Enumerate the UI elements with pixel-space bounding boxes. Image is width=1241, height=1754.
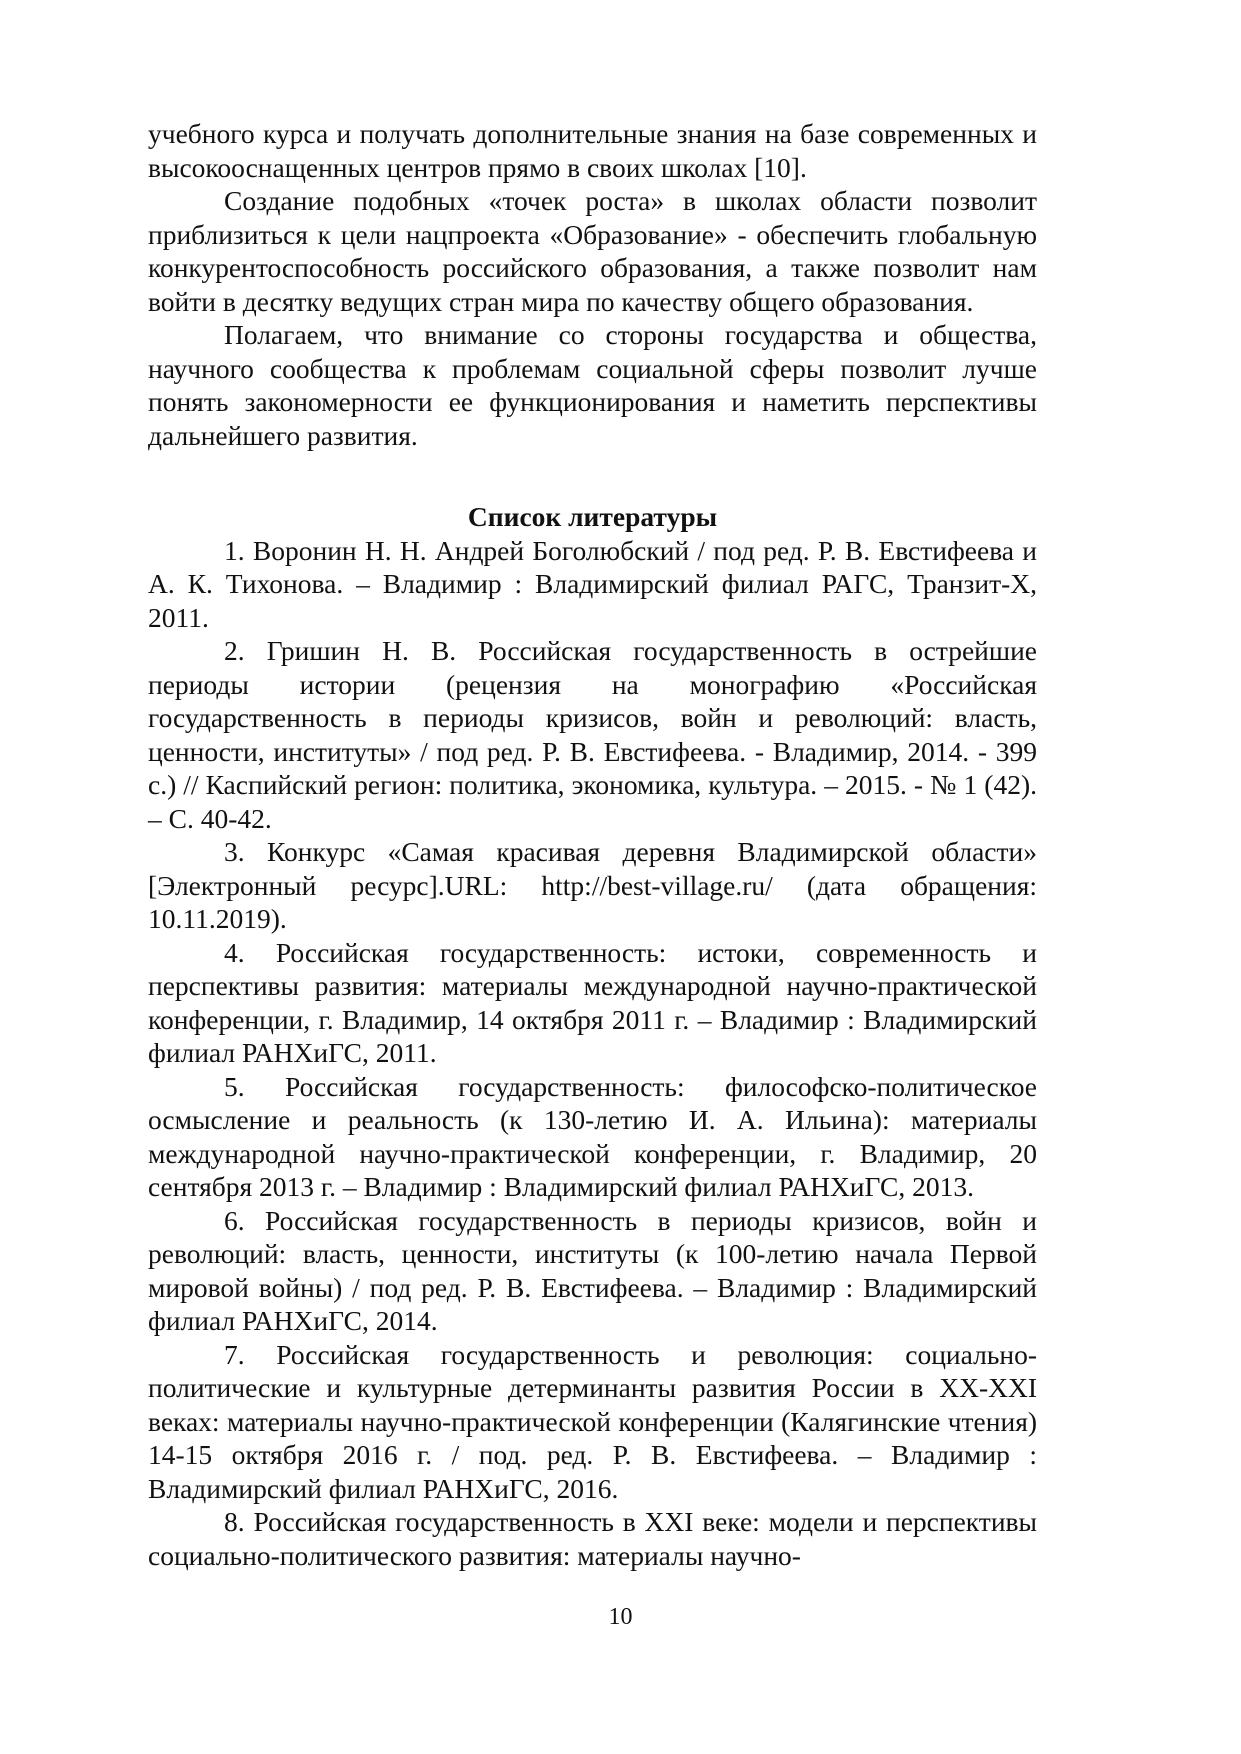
reference-item: 4. Российская государственность: истоки, современность и перспективы развития: материалы международной научно-практической конференции, г. Владимир, 14 октября 2011 г. – Владимир : Владимирский филиал РАНХиГС, 2011. xyxy=(148,936,1037,1068)
reference-item: 2. Гришин Н. В. Российская государственность в острейшие периоды истории (рецензия на монографию «Российская государственность в периоды кризисов, войн и революций: власть, ценности, институты» / под ред. Р. В. Евстифеева. - Владимир, 2014. - 399 с.) // Каспийский регион: политика, экономика, культура. – 2015. - № 1 (42). – С. 40-42. xyxy=(148,635,1037,834)
page-number: 10 xyxy=(608,1604,633,1630)
page-content xyxy=(148,117,1037,1572)
reference-item: 3. Конкурс «Самая красивая деревня Владимирской области» [Электронный ресурс].URL: http://best-village.ru/ (дата обращения: 10.11.2019). xyxy=(148,836,1037,934)
reference-item: 6. Российская государственность в периоды кризисов, войн и революций: власть, ценности, институты (к 100-летию начала Первой мировой войны) / под ред. Р. В. Евстифеева. – Владимир : Владимирский филиал РАНХиГС, 2014. xyxy=(148,1204,1037,1336)
body-paragraph: Создание подобных «точек роста» в школах области позволит приблизиться к цели нацпроекта «Образование» - обеспечить глобальную конкурентоспособность российского образования, а также позволит нам войти в десятку ведущих стран мира по качеству общего образования. xyxy=(148,185,1037,317)
body-paragraph: Полагаем, что внимание со стороны государства и общества, научного сообщества к проблемам социальной сферы позволит лучше понять закономерности ее функционирования и наметить перспективы дальнейшего развития. xyxy=(148,319,1037,451)
references-list xyxy=(148,534,1037,1573)
reference-item: 1. Воронин Н. Н. Андрей Боголюбский / под ред. Р. В. Евстифеева и А. К. Тихонова. – Владимир : Владимирский филиал РАГС, Транзит-Х, 2011. xyxy=(148,534,1037,633)
reference-item: 5. Российская государственность: философско-политическое осмысление и реальность (к 130-летию И. А. Ильина): материалы международной научно-практической конференции, г. Владимир, 20 сентября 2013 г. – Владимир : Владимирский филиал РАНХиГС, 2013. xyxy=(148,1070,1037,1202)
reference-item: 7. Российская государственность и революция: социально-политические и культурные детерминанты развития России в XX-XXI веках: материалы научно-практической конференции (Калягинские чтения) 14-15 октября 2016 г. / под. ред. Р. В. Евстифеева. – Владимир : Владимирский филиал РАНХиГС, 2016. xyxy=(148,1338,1037,1504)
references-heading: Список литературы xyxy=(467,501,718,532)
body-paragraph: учебного курса и получать дополнительные знания на базе современных и высокооснащенных центров прямо в своих школах [10]. xyxy=(148,118,1037,183)
reference-item: 8. Российская государственность в XXI веке: модели и перспективы социально-политического развития: материалы научно- xyxy=(148,1506,1037,1571)
